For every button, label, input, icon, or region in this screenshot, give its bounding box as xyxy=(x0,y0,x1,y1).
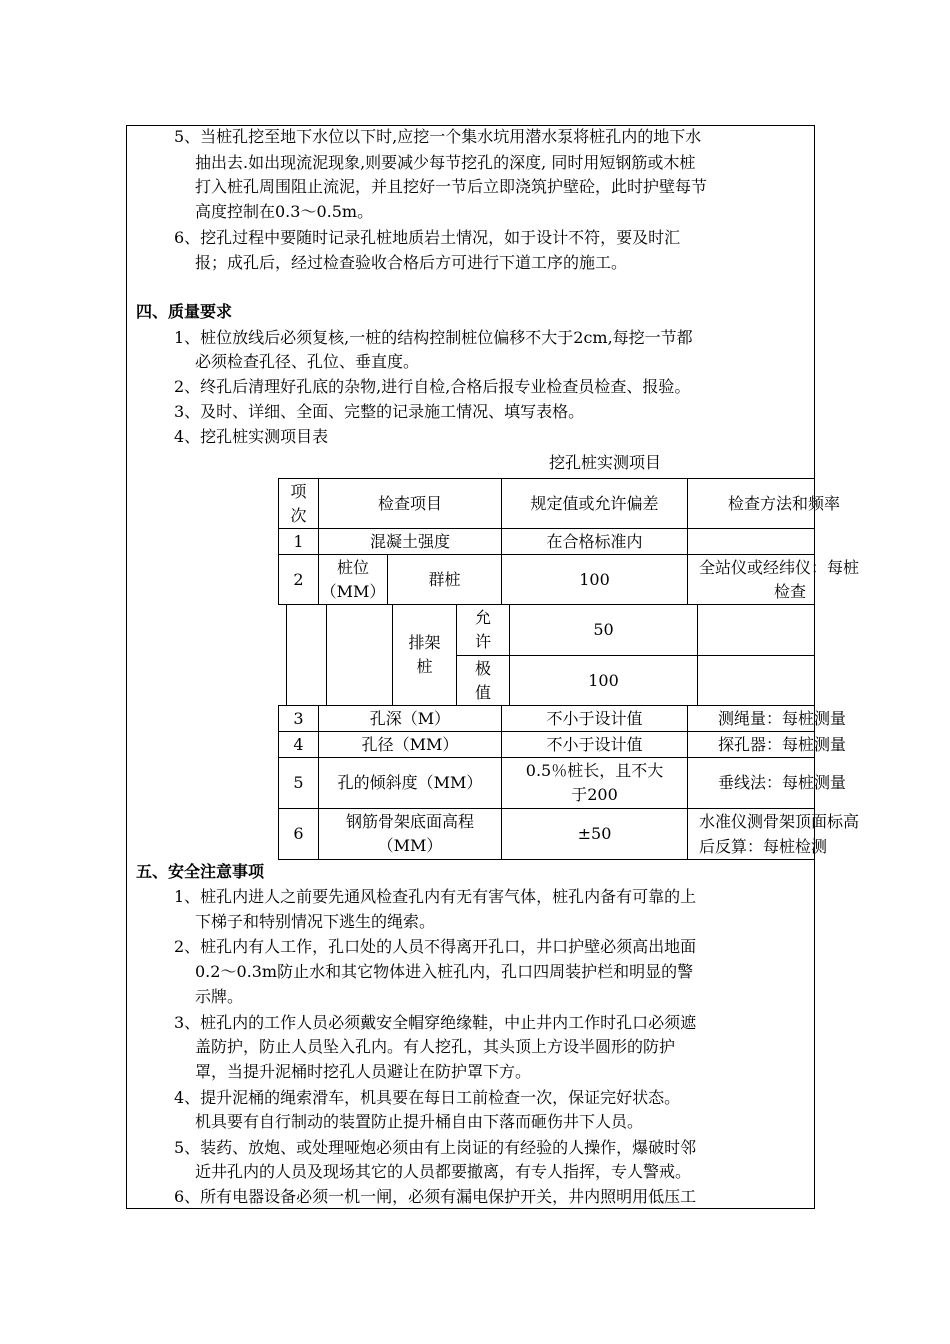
r2b-allow-spec: 50 xyxy=(509,604,698,656)
r5-method xyxy=(687,757,847,809)
r3-spec: 不小于设计值 xyxy=(501,705,688,732)
r2-method xyxy=(687,554,860,605)
r2-method-l2: 检查 xyxy=(774,582,807,601)
r2b-sub-l2: 桩 xyxy=(416,657,433,676)
s5-line11: 5、装药、放炮、或处理哑炮必须由有上岗证的有经验的人操作，爆破时邻 xyxy=(174,1138,697,1157)
section4-heading: 四、质量要求 xyxy=(136,302,233,321)
r4-method xyxy=(687,731,847,758)
s4-line4: 3、及时、详细、全面、完整的记录施工情况、填写表格。 xyxy=(174,402,585,421)
s4-line5: 4、挖孔桩实测项目表 xyxy=(174,427,329,446)
r5-spec xyxy=(501,757,688,809)
s5-line13: 6、所有电器设备必须一机一闸，必须有漏电保护开关，井内照明用低压工 xyxy=(174,1187,697,1206)
r2b-allow xyxy=(456,604,510,656)
r6-method-l2: 后反算：每桩检测 xyxy=(699,837,828,856)
r2b-limit-l2: 值 xyxy=(474,682,491,702)
r3-method-text: 测绳量：每桩测量 xyxy=(718,709,847,728)
r6-item xyxy=(318,808,502,860)
r4-item: 孔径（MM） xyxy=(318,731,502,758)
s4-line3: 2、终孔后清理好孔底的杂物,进行自检,合格后报专业检查员检查、报验。 xyxy=(174,377,691,396)
s3-item5-line2: 抽出去.如出现流泥现象,则要减少每节挖孔的深度, 同时用短钢筋或木桩 xyxy=(195,153,696,172)
s3-item5-line1: 5、当桩孔挖至地下水位以下时,应挖一个集水坑用潜水泵将桩孔内的地下水 xyxy=(174,127,702,146)
r2b-limit-method xyxy=(697,655,815,706)
r5-spec-l1: 0.5％桩长，且不大 xyxy=(525,761,664,780)
s5-line2: 下梯子和特别情况下逃生的绳索。 xyxy=(195,912,436,931)
r2b-sub-l1: 排架 xyxy=(408,633,441,652)
r2b-limit-spec: 100 xyxy=(509,655,698,706)
r2-no: 2 xyxy=(278,554,319,605)
r2-group-l1: 桩位 xyxy=(336,557,369,577)
r5-item: 孔的倾斜度（MM） xyxy=(318,757,502,809)
r2-group xyxy=(318,554,388,605)
r2-method-l1: 全站仪或经纬仪：每桩 xyxy=(699,558,860,577)
r4-spec: 不小于设计值 xyxy=(501,731,688,758)
r2b-blank-group xyxy=(326,604,393,706)
s3-item5-line4: 高度控制在0.3～0.5m。 xyxy=(195,202,374,221)
th-spec: 规定值或允许偏差 xyxy=(501,478,688,529)
s5-line12: 近井孔内的人员及现场其它的人员都要撤离，有专人指挥，专人警戒。 xyxy=(195,1162,692,1181)
s5-line8: 罩，当提升泥桶时挖孔人员避让在防护罩下方。 xyxy=(195,1062,532,1081)
r6-method xyxy=(687,808,860,860)
s5-line4: 0.2～0.3m防止水和其它物体进入桩孔内，孔口四周装护栏和明显的警 xyxy=(195,962,694,981)
r6-spec: ±50 xyxy=(501,808,688,860)
s5-line5: 示牌。 xyxy=(195,987,244,1006)
th-no xyxy=(278,478,319,529)
th-method-text: 检查方法和频率 xyxy=(728,493,841,513)
s3-item5-line3: 打入桩孔周围阻止流泥，并且挖好一节后立即浇筑护壁砼，此时护壁每节 xyxy=(195,177,708,196)
s5-line9: 4、提升泥桶的绳索滑车，机具要在每日工前检查一次，保证完好状态。 xyxy=(174,1088,681,1107)
r5-spec-l2: 于200 xyxy=(571,785,618,804)
r1-method xyxy=(687,528,815,555)
r2b-sub xyxy=(392,604,457,706)
s4-line2: 必须检查孔径、孔位、垂直度。 xyxy=(195,352,420,371)
s5-line6: 3、桩孔内的工作人员必须戴安全帽穿绝缘鞋，中止井内工作时孔口必须遮 xyxy=(174,1013,697,1032)
section5-heading: 五、安全注意事项 xyxy=(136,862,265,881)
s5-line1: 1、桩孔内进人之前要先通风检查孔内有无有害气体，桩孔内备有可靠的上 xyxy=(174,887,697,906)
r1-no: 1 xyxy=(278,528,319,555)
r5-no: 5 xyxy=(278,757,319,809)
s5-line7: 盖防护，防止人员坠入孔内。有人挖孔，其头顶上方设半圆形的防护 xyxy=(195,1037,676,1056)
s3-item6-line1: 6、挖孔过程中要随时记录孔桩地质岩土情况，如于设计不符，要及时汇 xyxy=(174,228,681,247)
r2b-limit xyxy=(456,655,510,706)
s5-line3: 2、桩孔内有人工作，孔口处的人员不得离开孔口，井口护壁必须高出地面 xyxy=(174,937,697,956)
r6-method-l1: 水准仪测骨架顶面标高 xyxy=(699,812,860,831)
th-no-l1: 项 xyxy=(290,481,307,501)
th-no-l2: 次 xyxy=(290,505,307,525)
r2-sub: 群桩 xyxy=(387,554,502,605)
r5-method-text: 垂线法：每桩测量 xyxy=(718,773,847,792)
r2b-allow-method xyxy=(697,604,815,656)
r1-item: 混凝土强度 xyxy=(318,528,502,555)
s3-item6-line2: 报；成孔后，经过检查验收合格后方可进行下道工序的施工。 xyxy=(195,253,628,272)
r3-item: 孔深（M） xyxy=(318,705,502,732)
r6-item-l1: 钢筋骨架底面高程 xyxy=(345,812,474,831)
th-method xyxy=(687,478,841,529)
r3-no: 3 xyxy=(278,705,319,732)
th-item: 检查项目 xyxy=(318,478,502,529)
r2b-allow-l1: 允 xyxy=(474,608,491,627)
r2b-blank-no xyxy=(286,604,327,706)
s4-line1: 1、桩位放线后必须复核,一桩的结构控制桩位偏移不大于2cm,每挖一节都 xyxy=(174,328,693,347)
r4-no: 4 xyxy=(278,731,319,758)
r6-item-l2: （MM） xyxy=(377,836,443,855)
s5-line10: 机具要有自行制动的装置防止提升桶自由下落而砸伤井下人员。 xyxy=(195,1112,644,1131)
r2-group-l2: （MM） xyxy=(320,581,386,601)
r2b-allow-l2: 许 xyxy=(474,632,491,651)
r1-spec: 在合格标准内 xyxy=(501,528,688,555)
r3-method xyxy=(687,705,847,732)
r2b-limit-l1: 极 xyxy=(474,658,491,678)
table-title: 挖孔桩实测项目 xyxy=(549,453,662,472)
r4-method-text: 探孔器：每桩测量 xyxy=(718,735,847,754)
r6-no: 6 xyxy=(278,808,319,860)
r2-spec: 100 xyxy=(501,554,688,605)
